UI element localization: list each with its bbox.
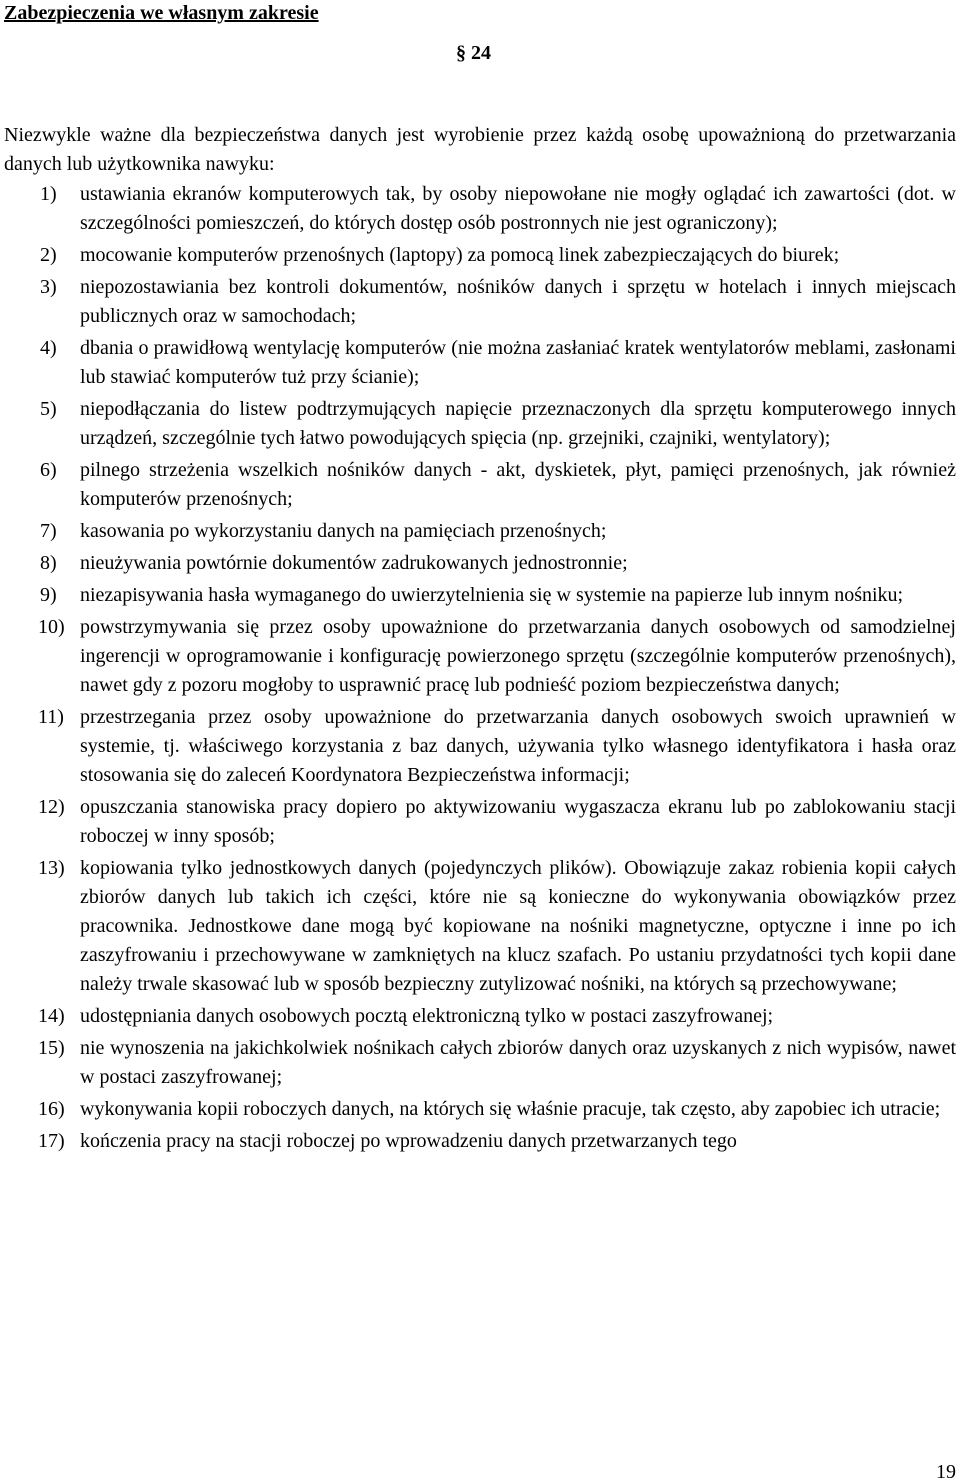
- list-item-number: 14): [38, 1005, 65, 1027]
- list-item-number: 2): [40, 244, 57, 266]
- list-item: [4, 1034, 956, 1092]
- list-item: [4, 395, 956, 453]
- section-number: § 24: [456, 42, 491, 64]
- list-item-text: kończenia pracy na stacji roboczej po wprowadzeniu danych przetwarzanych tego: [80, 1130, 737, 1152]
- list-item-text: nieużywania powtórnie dokumentów zadrukowanych jednostronnie;: [80, 552, 628, 574]
- list-item-number: 4): [40, 337, 57, 359]
- list-item-number: 10): [38, 616, 65, 638]
- list-item: [4, 1095, 956, 1124]
- list-item-number: 16): [38, 1098, 65, 1120]
- list-item: [4, 613, 956, 700]
- list-item-number: 7): [40, 520, 57, 542]
- list-item-number: 9): [40, 584, 57, 606]
- list-item: [4, 703, 956, 790]
- list-item-text: pilnego strzeżenia wszelkich nośników danych - akt, dyskietek, płyt, pamięci przenośnych, jak również komputerów przenośnych;: [80, 459, 956, 510]
- list-item: [4, 273, 956, 331]
- list-item-number: 6): [40, 459, 57, 481]
- list-item-text: wykonywania kopii roboczych danych, na których się właśnie pracuje, tak często, aby zapobiec ich utracie;: [80, 1098, 941, 1120]
- intro-paragraph: Niezwykle ważne dla bezpieczeństwa danych jest wyrobienie przez każdą osobę upoważnioną do przetwarzania danych lub użytkownika nawyku:: [4, 124, 956, 175]
- list-item-text: kopiowania tylko jednostkowych danych (pojedynczych plików). Obowiązuje zakaz robienia kopii całych zbiorów danych lub takich ich części, które nie są konieczne do wykonywania obowiązków przez pracownika. Jednostkowe dane mogą być kopiowane na nośniki magnetyczne, optyczne i inne po ich zaszyfrowaniu i przechowywane w zamkniętych na klucz szafach. Po ustaniu przydatności tych kopii dane należy trwale skasować lub w sposób bezpieczny zutylizować nośniki, na których są przechowywane;: [80, 857, 956, 995]
- rules-list: [4, 180, 956, 1159]
- list-item-number: 13): [38, 857, 65, 879]
- list-item-number: 15): [38, 1037, 65, 1059]
- list-item: [4, 180, 956, 238]
- list-item: [4, 517, 956, 546]
- list-item-number: 17): [38, 1130, 65, 1152]
- page-number: 19: [936, 1461, 956, 1483]
- list-item-text: przestrzegania przez osoby upoważnione do przetwarzania danych osobowych swoich uprawnień w systemie, tj. właściwego korzystania z baz danych, używania tylko własnego identyfikatora i hasła oraz stosowania się do zaleceń Koordynatora Bezpieczeństwa informacji;: [80, 706, 956, 786]
- list-item-text: niezapisywania hasła wymaganego do uwierzytelnienia się w systemie na papierze lub innym nośniku;: [80, 584, 904, 606]
- list-item-number: 12): [38, 796, 65, 818]
- list-item: [4, 854, 956, 999]
- page-title: Zabezpieczenia we własnym zakresie: [4, 2, 319, 24]
- list-item: [4, 581, 956, 610]
- list-item-text: kasowania po wykorzystaniu danych na pamięciach przenośnych;: [80, 520, 607, 542]
- list-item-text: dbania o prawidłową wentylację komputerów (nie można zasłaniać kratek wentylatorów meblami, zasłonami lub stawiać komputerów tuż przy ścianie);: [80, 337, 956, 388]
- list-item: [4, 1127, 956, 1156]
- list-item-text: udostępniania danych osobowych pocztą elektroniczną tylko w postaci zaszyfrowanej;: [80, 1005, 774, 1027]
- list-item-number: 8): [40, 552, 57, 574]
- list-item: [4, 456, 956, 514]
- list-item-number: 1): [40, 183, 57, 205]
- list-item-text: niepodłączania do listew podtrzymujących napięcie przeznaczonych dla sprzętu komputerowego innych urządzeń, szczególnie tych łatwo powodujących spięcia (np. grzejniki, czajniki, wentylatory);: [80, 398, 956, 449]
- list-item-text: mocowanie komputerów przenośnych (laptopy) za pomocą linek zabezpieczających do biurek;: [80, 244, 840, 266]
- list-item: [4, 241, 956, 270]
- list-item: [4, 549, 956, 578]
- list-item: [4, 1002, 956, 1031]
- list-item-text: ustawiania ekranów komputerowych tak, by osoby niepowołane nie mogły oglądać ich zawartości (dot. w szczególności pomieszczeń, do których dostęp osób postronnych nie jest ograniczony);: [80, 183, 956, 234]
- list-item-text: opuszczania stanowiska pracy dopiero po aktywizowaniu wygaszacza ekranu lub po zablokowaniu stacji roboczej w inny sposób;: [80, 796, 956, 847]
- list-item-number: 11): [38, 706, 64, 728]
- list-item-text: powstrzymywania się przez osoby upoważnione do przetwarzania danych osobowych od samodzielnej ingerencji w oprogramowanie i konfigurację powierzonego sprzętu (szczególnie komputerów przenośnych), nawet gdy z pozoru mogłoby to usprawnić pracę lub podnieść poziom bezpieczeństwa danych;: [80, 616, 956, 696]
- list-item: [4, 334, 956, 392]
- list-item: [4, 793, 956, 851]
- list-item-text: nie wynoszenia na jakichkolwiek nośnikach całych zbiorów danych oraz uzyskanych z nich wypisów, nawet w postaci zaszyfrowanej;: [80, 1037, 956, 1088]
- list-item-text: niepozostawiania bez kontroli dokumentów, nośników danych i sprzętu w hotelach i innych miejscach publicznych oraz w samochodach;: [80, 276, 956, 327]
- list-item-number: 5): [40, 398, 57, 420]
- list-item-number: 3): [40, 276, 57, 298]
